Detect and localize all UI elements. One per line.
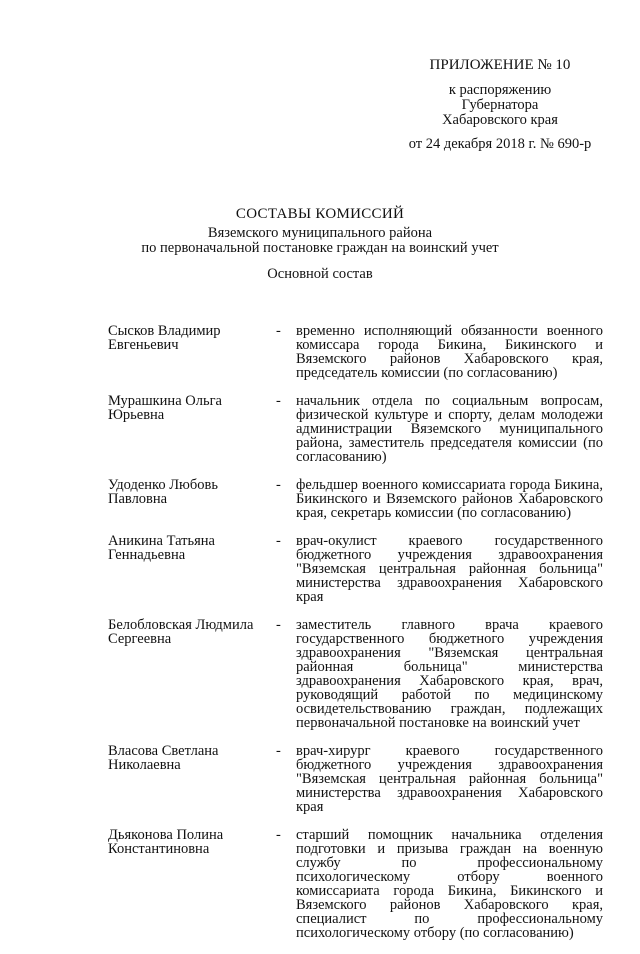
- member-name: Мурашкина Ольга Юрьевна: [108, 393, 222, 423]
- member-row: [108, 744, 608, 814]
- member-role: старший помощник начальника отделения подготовки и призыва граждан на военную службу по профессиональному психологическому отбору военного комиссариата города Бикина, Бикинского и Вяземского районов Хабаровского края, специалист по профессиональному психологическому отбору (по согласованию): [296, 827, 603, 941]
- member-dash: -: [276, 323, 281, 339]
- member-row: [108, 534, 608, 604]
- member-dash: -: [276, 393, 281, 409]
- members-list: [108, 324, 608, 954]
- member-dash: -: [276, 533, 281, 549]
- appendix-line-1: к распоряжению: [448, 82, 552, 98]
- member-dash: -: [276, 743, 281, 759]
- member-name: Аникина Татьяна Геннадьевна: [108, 533, 215, 563]
- appendix-line-2: Губернатора: [461, 97, 539, 113]
- member-row: [108, 324, 608, 380]
- member-name: Белобловская Людмила Сергеевна: [108, 617, 254, 647]
- section-title: Основной состав: [267, 266, 373, 282]
- subtitle-line-1: Вяземского муниципального района: [207, 225, 433, 241]
- member-dash: -: [276, 617, 281, 633]
- member-role: врач-хирург краевого государственного бюджетного учреждения здравоохранения "Вяземская центральная районная больница" министерства здравоохранения Хабаровского края: [296, 743, 603, 815]
- member-name: Удоденко Любовь Павловна: [108, 477, 218, 507]
- member-role: фельдшер военного комиссариата города Бикина, Бикинского и Вяземского районов Хабаровского края, секретарь комиссии (по согласованию): [296, 477, 603, 521]
- member-role: временно исполняющий обязанности военного комиссара города Бикина, Бикинского и Вяземского районов Хабаровского края, председатель комиссии (по согласованию): [296, 323, 603, 381]
- member-row: [108, 394, 608, 464]
- document-subtitle-block: [0, 226, 640, 256]
- member-name: Сысков Владимир Евгеньевич: [108, 323, 221, 353]
- member-role: заместитель главного врача краевого государственного бюджетного учреждения здравоохранения "Вяземская центральная районная больница" министерства здравоохранения Хабаровского края, врач, руководящий работой по медицинскому освидетельствованию граждан, подлежащих первоначальной постановке на воинский учет: [296, 617, 603, 731]
- member-row: [108, 828, 608, 940]
- subtitle-line-2: по первоначальной постановке граждан на воинский учет: [141, 240, 499, 256]
- member-dash: -: [276, 477, 281, 493]
- appendix-block: [380, 58, 620, 152]
- member-dash: -: [276, 827, 281, 843]
- appendix-line-3: Хабаровского края: [442, 112, 558, 128]
- appendix-number: ПРИЛОЖЕНИЕ № 10: [429, 57, 571, 73]
- member-role: врач-окулист краевого государственного бюджетного учреждения здравоохранения "Вяземская центральная районная больница" министерства здравоохранения Хабаровского края: [296, 533, 603, 605]
- appendix-date: от 24 декабря 2018 г. № 690-р: [408, 136, 592, 152]
- member-row: [108, 618, 608, 730]
- document-title: СОСТАВЫ КОМИССИЙ: [235, 206, 405, 222]
- member-row: [108, 478, 608, 520]
- member-name: Власова Светлана Николаевна: [108, 743, 219, 773]
- member-role: начальник отдела по социальным вопросам, физической культуре и спорту, делам молодежи администрации Вяземского муниципального района, заместитель председателя комиссии (по согласованию): [296, 393, 603, 465]
- member-name: Дьяконова Полина Константиновна: [108, 827, 224, 857]
